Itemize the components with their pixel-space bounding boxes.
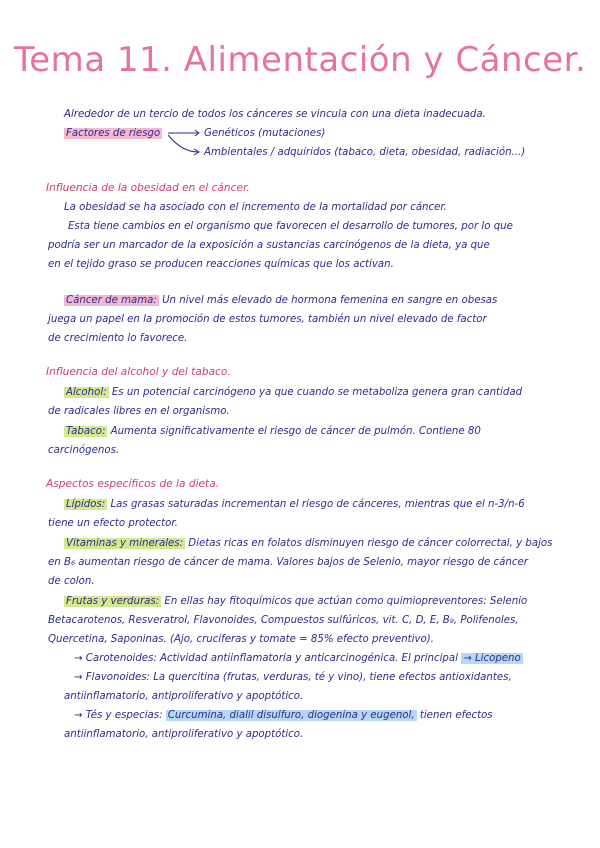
tobacco-line: Tabaco: Aumenta significativamente el riesgo de cáncer de pulmón. Contiene 80	[66, 426, 481, 437]
fruits-label: Frutas y verduras:	[66, 596, 160, 607]
flavonoids-line: antiinflamatorio, antiproliferativo y apoptótico.	[64, 691, 304, 702]
teas-line: → Tés y especias: Curcumina, dialil disulfuro, diogenina y eugenol, tienen efectos	[74, 710, 493, 721]
fruits-line: Betacarotenos, Resveratrol, Flavonoides, Compuestos sulfúricos, vit. C, D, E, B₉, Polifenoles,	[48, 615, 519, 626]
vitamins-label: Vitaminas y minerales:	[66, 538, 184, 549]
obesity-line: La obesidad se ha asociado con el incremento de la mortalidad por cáncer.	[64, 202, 447, 213]
teas-highlight: Curcumina, dialil disulfuro, diogenina y eugenol,	[167, 710, 415, 721]
vitamins-line: de colon.	[48, 576, 95, 587]
alcohol-label: Alcohol:	[66, 387, 107, 398]
intro-line: Alrededor de un tercio de todos los cánceres se vincula con una dieta inadecuada.	[64, 109, 486, 120]
carotenoids-line: → Carotenoides: Actividad antiinflamatoria y anticarcinogénica. El principal → Licopeno	[74, 653, 521, 664]
teas-line: antiinflamatorio, antiproliferativo y apoptótico.	[64, 729, 304, 740]
obesity-line: podría ser un marcador de la exposición a sustancias carcinógenos de la dieta, ya que	[48, 240, 490, 251]
obesity-heading: Influencia de la obesidad en el cáncer.	[46, 182, 250, 194]
diet-heading: Aspectos específicos de la dieta.	[46, 478, 220, 490]
fruits-line: Frutas y verduras: En ellas hay fitoquímicos que actúan como quimiopreventores: Selenio	[66, 596, 528, 607]
alcohol-heading: Influencia del alcohol y del tabaco.	[46, 366, 231, 378]
vitamins-line: Vitaminas y minerales: Dietas ricas en folatos disminuyen riesgo de cáncer colorrectal, y bajos	[66, 538, 553, 549]
lipids-line: Lípidos: Las grasas saturadas incrementan el riesgo de cánceres, mientras que el n-3/n-6	[66, 499, 525, 510]
tobacco-line: carcinógenos.	[48, 445, 120, 456]
obesity-line: Esta tiene cambios en el organismo que favorecen el desarrollo de tumores, por lo que	[68, 221, 513, 232]
page-title: Tema 11. Alimentación y Cáncer.	[13, 40, 587, 80]
breast-cancer-line: de crecimiento lo favorece.	[48, 333, 188, 344]
breast-cancer-line: juega un papel en la promoción de estos tumores, también un nivel elevado de factor	[48, 314, 487, 325]
lipids-label: Lípidos:	[66, 499, 106, 510]
breast-cancer-line: Cáncer de mama: Un nivel más elevado de hormona femenina en sangre en obesas	[66, 295, 498, 306]
tobacco-label: Tabaco:	[66, 426, 106, 437]
lycopene-highlight: → Licopeno	[463, 653, 521, 664]
obesity-line: en el tejido graso se producen reacciones químicas que los activan.	[48, 259, 394, 270]
risk-environmental: Ambientales / adquiridos (tabaco, dieta, obesidad, radiación...)	[204, 147, 526, 158]
lipids-line: tiene un efecto protector.	[48, 518, 178, 529]
alcohol-line: de radicales libres en el organismo.	[48, 406, 230, 417]
breast-cancer-label: Cáncer de mama:	[66, 295, 157, 306]
vitamins-line: en B₆ aumentan riesgo de cáncer de mama. Valores bajos de Selenio, mayor riesgo de cáncer	[48, 557, 528, 568]
risk-factors-label: Factores de riesgo	[66, 128, 161, 139]
risk-genetic: Genéticos (mutaciones)	[204, 128, 326, 139]
flavonoids-line: → Flavonoides: La quercitina (frutas, verduras, té y vino), tiene efectos antioxidantes,	[74, 672, 512, 683]
fruits-line: Quercetina, Saponinas. (Ajo, crucíferas y tomate = 85% efecto preventivo).	[48, 634, 434, 645]
alcohol-line: Alcohol: Es un potencial carcinógeno ya que cuando se metaboliza genera gran cantidad	[66, 387, 523, 398]
